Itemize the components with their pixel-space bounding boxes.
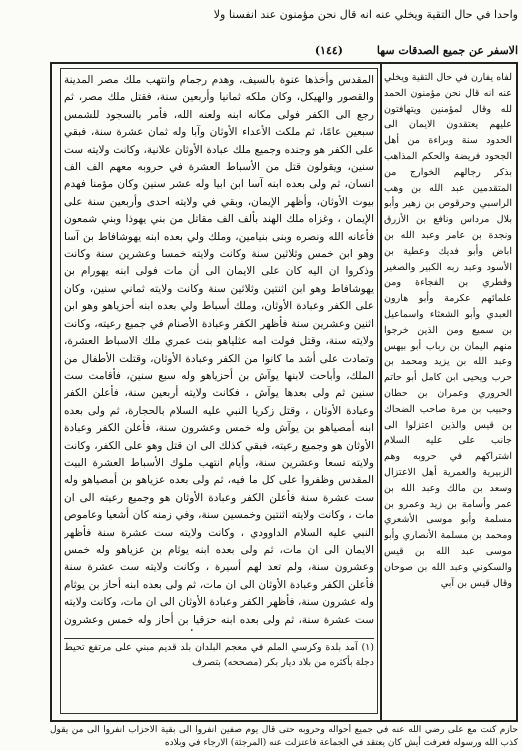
main-text-column (64, 72, 374, 632)
column-divider (380, 62, 382, 722)
footnote-text: (١) آمد بلدة وكرسي الملم في معجم البلدان بلد قديم مبني على مرتفع تحيط دجلة بأكثره من بلاد ديار بكر (مصححه) بتصرف (64, 642, 374, 668)
page-number: (١٤٤) (314, 44, 343, 57)
side-title: الاسفر عن جميع الصدقات سها (376, 44, 518, 57)
margin-paragraph: لفاه يفارن في حال التقية ويخلي عنه انه قال نحن مؤمنون الحمد لله وقال لمؤمنين ويتهافتون عليهم يعتقدون الايمان الى الحدود سنة وبراءة من أهل الجحود فريضة والحكم المذاهب بذكر رجالهم الخوارج من المتقدمين عبد الله بن وهب الراسبي وحرقوص بن زهير وأبو بلال مرداس ونافع بن الأزرق ونجدة بن عامر وعبد الله بن اباض وأبو فديك وعطية بن الأسود وعبد ربه الكبير والصغير وقطري بن الفجاءة ومن علمائهم عكرمة وأبو هارون العبدي وأبو الشعثاء واسماعيل بن سميع ومن الذين خرجوا منهم اليمان بن رباب أبو بيهس وعبد الله بن يزيد ومحمد بن حرب ويحيى ابن كامل أبو حاتم الحروري وعمران بن حطان وحبيب بن مرة صاحب الضحاك بن قيس والذين اعتزلوا الى جانب على عليه السلام اشتراكهم في حروبه وهم الزبيرية والعمرية أهل الاعتزال وسعد بن مالك وعبد الله بن عمر وأسامة بن زيد وعمرو بن مسلمة وأبو موسى الأشعري ومحمد بن مسلمة الأنصاري وأبو موسى عبد الله بن قيس والسكوني وعبد الله بن صوحان وقال قيس بن آبي (384, 72, 512, 589)
margin-text-column (384, 70, 512, 718)
page-header (50, 6, 518, 60)
footnote (64, 640, 374, 712)
bottom-continuation-text (50, 724, 518, 750)
footnote-rule (64, 638, 374, 639)
main-paragraph: المقدس وأخذها عنوة بالسيف، وهدم رجمام وانتهب ملك مصر المدينة والقصور والهيكل، وكان ملكه ثمانيا وأربعين سنة، فقتل ملك مصر، ثم رجع الى الكفر فولى مكانه ابنه ولعنه الله، فأمر بالسجود للشمس سبعين عامًا، ثم ملكت الأعداء الأوثان وآبا وله ثمان عشرة سنة، فبقي على الكفر هو وجنده وجميع ملك عبادة الأوثان علانية، وكانت ولايته ست سنين، ويقولون قتل من الأسباط العشرة في حروبه معهم الف الف انسان، ثم ولى بعده ابنه آسا ابن ابيا وله عشر سنين وكان مؤمنا فهدم بيوت الأوثان، وأظهر الإيمان، وبقي في ولايته احدى وأربعين سنة على الإيمان ، وغزاه ملك الهند بألف الف مقاتل من بني يهوذا وبني شمعون فأعانه الله ونصره وبنى بنيامين، وملك ولي بعده ابنه يهوشافاط بن آسا وهو ابن خمس وثلاثين سنة وكانت ولايته خمسا وعشرين سنة وكانت وذكروا ان اليه كان على الايمان الى أن مات فولى ابنه يهورام بن يهوشافاط وهو ابن اثنتين وثلاثين سنة وكانت ولايته ثماني سنين، وكان على الكفر وعبادة الأوثان، وملك أسباط ولي بعده ابنه أحزياهو وهو ابن اثنين وعشرين سنة فأظهر الكفر وعبادة الأصنام في جميع رعيته، وكانت ولايته سنة، وقتل فولت امه عثلياهو بنت عمري ملك الاسباط العشرة، وتمادت على أشد ما كانوا من الكفر وعبادة الأوثان، وقتلت الأطفال من الملك، وأباحت لابنها يوآش بن أحزياهو وله سبع سنين، فأقامت ست سنين ثم ولى بعدها يوآش ، فكانت ولايته أربعين سنة، فأعلن الكفر وعبادة الأوثان ، وقتل زكريا النبي عليه السلام بالحجارة، ثم ولى بعده ابنه أمصياهو بن يوآش وله خمس وعشرون سنة، فأعلن الكفر وعبادة الأوثان هو وجميع رعيته، فبقي كذلك الى ان قتل وهو على الكفر، وكانت ولايته تسعا وعشرين سنة، وأيام انتهب ملوك الأسباط العشرة البيت المقدس وظفروا على كل ما فيه، ثم ولى بعده عزياهو بن أمصياهو وله ست عشرة سنة فأعلن الكفر وعبادة الأوثان هو وجميع رعيته الى ان مات ، وكانت ولايته اثنتين وخمسين سنة، وفي زمنه كان أشعيا وعاموص النبي عليه السلام الداوودي ، وكانت ولايته ست عشرة سنة فأظهر الايمان الى ان مات، ثم ولى بعده ابنه يوثام بن عزياهو وله خمس وعشرون سنة، ولم تعد لهم أسيرة ، وكانت ولايته ست عشرة سنة فأعلن الكفر وعبادة الأوثان الى ان مات، ثم ولى بعده ابنه أحاز بن يوثام وله عشرون سنة، فأظهر الكفر وعبادة الأوثان الى ان مات، وكانت ولايته ست عشرة سنة، ثم ولى بعده ابنه حزقيا بن أحاز وله خمس وعشرون (64, 74, 374, 626)
bottom-paragraph: حازم كنت مع على رضي الله عنه في جميع أحواله وحروبه حتى قال يوم صفين انفروا الى بقية الاحزاب انفروا الى من يقول كذب الله ورسوله فعرفت أيش كان يعتقد في الجماعة فاعتزلت عنه (المرجئة) الارجاء في وبلاده (50, 725, 518, 748)
running-line: واحدا في حال التقية ويخلي عنه انه قال نحن مؤمنون عند انفسنا ولا (213, 8, 518, 21)
header-row (50, 42, 518, 60)
